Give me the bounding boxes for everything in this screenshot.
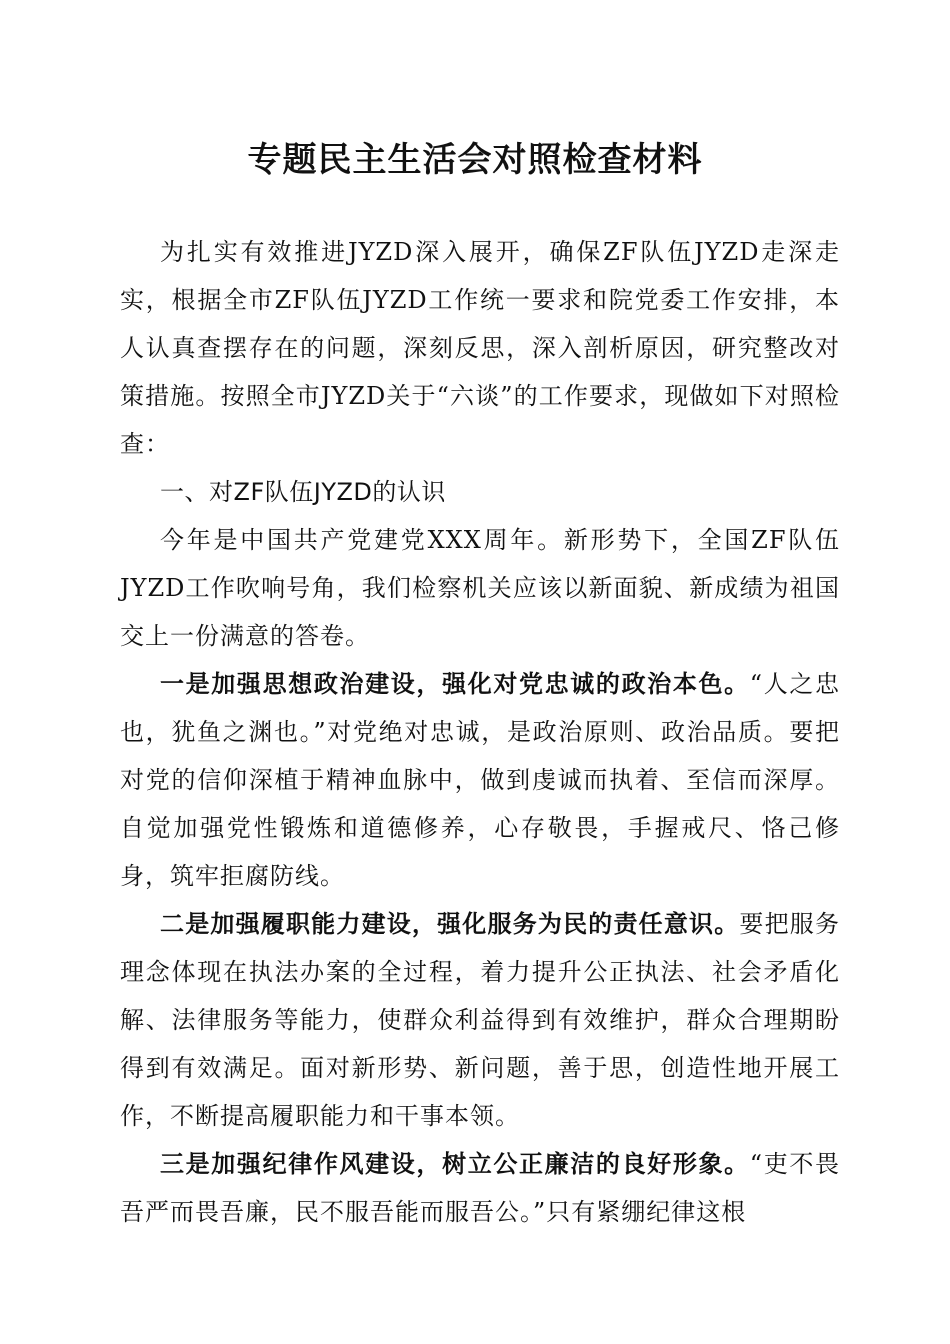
- point-text: “人之忠也，犹鱼之渊也。”对党绝对忠诚，是政治原则、政治品质。要把对党的信仰深植于精神血脉中，做到虔诚而执着、至信而深厚。自觉加强党性锻炼和道德修养，心存敬畏，手握戒尺、恪己修身，筑牢拒腐防线。: [120, 670, 840, 890]
- point-lead: 三是加强纪律作风建设，树立公正廉洁的良好形象。: [160, 1149, 750, 1178]
- section-paragraph: 今年是中国共产党建党XXX周年。新形势下，全国ZF队伍JYZD工作吹响号角，我们检察机关应该以新面貌、新成绩为祖国交上一份满意的答卷。: [120, 526, 840, 650]
- point-lead: 一是加强思想政治建设，强化对党忠诚的政治本色。: [160, 669, 750, 698]
- section-heading: 一、对ZF队伍JYZD的认识: [160, 478, 446, 506]
- point-text: 要把服务理念体现在执法办案的全过程，着力提升公正执法、社会矛盾化解、法律服务等能力，使群众利益得到有效维护，群众合理期盼得到有效满足。面对新形势、新问题，善于思，创造性地开展工作，不断提高履职能力和干事本领。: [120, 910, 840, 1130]
- point-paragraph: [120, 660, 840, 900]
- document-title: 专题民主生活会对照检查材料: [247, 140, 703, 180]
- point-paragraph: [120, 1140, 840, 1236]
- intro-paragraph: 为扎实有效推进JYZD深入展开，确保ZF队伍JYZD走深走实，根据全市ZF队伍JYZD工作统一要求和院党委工作安排，本人认真查摆存在的问题，深刻反思，深入剖析原因，研究整改对策措施。按照全市JYZD关于“六谈”的工作要求，现做如下对照检查：: [120, 238, 840, 458]
- point-lead: 二是加强履职能力建设，强化服务为民的责任意识。: [160, 909, 740, 938]
- document-body: [120, 228, 840, 1236]
- point-text: “吏不畏吾严而畏吾廉，民不服吾能而服吾公。”只有紧绷纪律这根: [120, 1150, 840, 1226]
- point-paragraph: [120, 900, 840, 1140]
